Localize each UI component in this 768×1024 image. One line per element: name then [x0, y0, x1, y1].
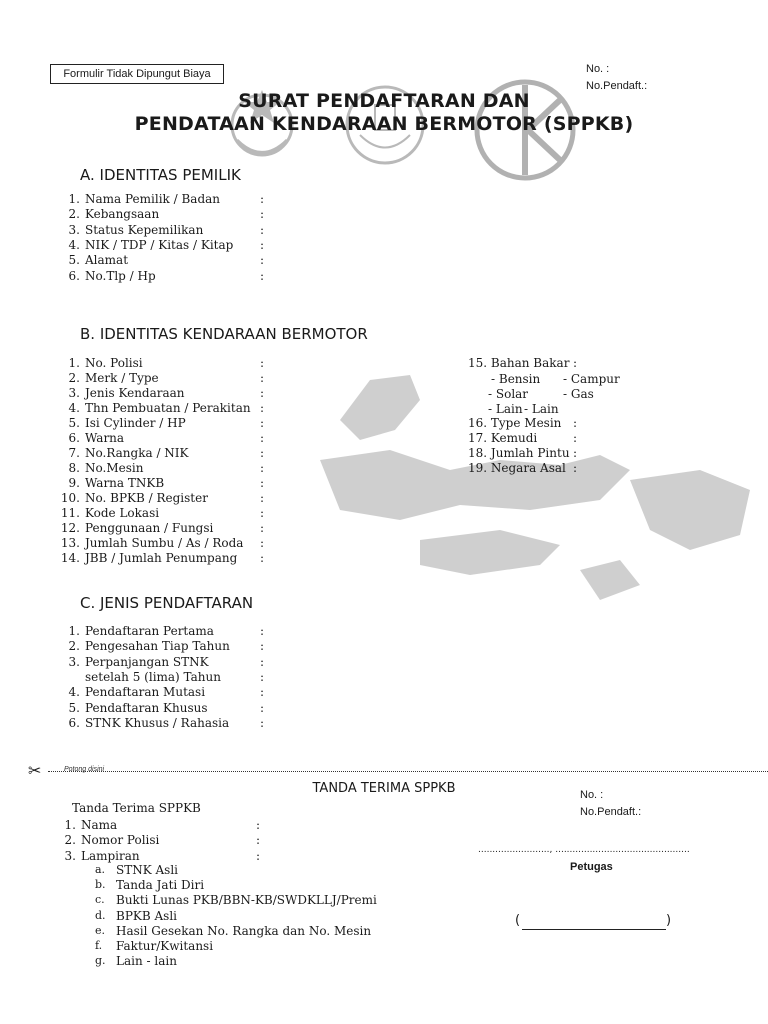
colon: : [260, 700, 265, 715]
attachment-label: BPKB Asli [116, 908, 177, 923]
item-number: 2. [68, 207, 80, 222]
item-number: 3. [68, 654, 80, 669]
attachment-label: Faktur/Kwitansi [116, 939, 214, 953]
colon: : [260, 461, 265, 475]
item-label: Kode Lokasi [85, 506, 160, 520]
item-number: 3. [68, 386, 80, 400]
colon: : [260, 431, 265, 445]
item-label: JBB / Jumlah Penumpang [85, 551, 238, 565]
item-label: Thn Pembuatan / Perakitan [85, 401, 251, 415]
item-number: 4. [68, 685, 80, 700]
item-label: Nama Pemilik / Badan [85, 192, 221, 206]
fuel-option-gas: - Gas [563, 387, 594, 401]
attachment-label: STNK Asli [116, 863, 179, 877]
colon: : [260, 639, 265, 654]
signature-close-paren: ) [666, 913, 672, 928]
item-label: Jenis Kendaraan [85, 386, 185, 400]
colon: : [260, 536, 265, 550]
fuel-type-label: 15. Bahan Bakar [468, 356, 570, 370]
country-origin-label: 19. Negara Asal [468, 461, 566, 475]
attachment-label: Tanda Jati Diri [116, 878, 205, 893]
item-label: setelah 5 (lima) Tahun [85, 669, 221, 684]
colon: : [260, 253, 265, 268]
colon: : [260, 476, 265, 490]
attachment-letter: e. [95, 923, 106, 937]
item-number: 5. [68, 700, 80, 715]
item-number: 10. [60, 491, 80, 505]
registration-number-label: No.Pendaft.: [586, 80, 648, 92]
colon: : [260, 715, 265, 730]
document-title-line2: PENDATAAN KENDARAAN BERMOTOR (SPPKB) [134, 113, 634, 135]
item-label: Warna [85, 431, 125, 445]
signature-open-paren: ( [515, 913, 521, 928]
item-number: 1. [68, 192, 80, 206]
colon: : [260, 685, 265, 700]
item-number: 9. [68, 476, 80, 490]
item-label: No.Tlp / Hp [85, 268, 156, 283]
fuel-option-lain: - Lain [488, 402, 523, 416]
engine-type-label: 16. Type Mesin [468, 416, 562, 430]
colon: : [260, 416, 265, 430]
free-form-notice: Formulir Tidak Dipungut Biaya [50, 64, 224, 84]
item-label: Kebangsaan [85, 207, 160, 222]
section-a-heading: A. IDENTITAS PEMILIK [80, 166, 241, 184]
item-number: 8. [68, 461, 80, 475]
place-date-line: ........................., ............................................... [478, 845, 690, 855]
section-c-heading: C. JENIS PENDAFTARAN [80, 594, 254, 612]
officer-label: Petugas [570, 861, 613, 873]
item-number: 12. [60, 521, 80, 535]
colon: : [260, 192, 265, 206]
item-label: No.Rangka / NIK [85, 446, 189, 460]
item-label: Pendaftaran Pertama [85, 624, 214, 638]
item-number: 14. [60, 551, 80, 565]
form-number-label: No. : [586, 63, 610, 75]
attachment-letter: d. [95, 908, 106, 922]
colon: : [260, 669, 265, 684]
colon: : [260, 491, 265, 505]
item-label: Merk / Type [85, 371, 159, 385]
item-number: 11. [60, 506, 80, 520]
cut-line [48, 771, 768, 772]
colon: : [256, 848, 261, 863]
item-number: 6. [68, 715, 80, 730]
colon: : [573, 446, 578, 460]
colon: : [260, 371, 265, 385]
attachment-label: Bukti Lunas PKB/BBN-KB/SWDKLLJ/Premi [116, 893, 377, 908]
colon: : [260, 386, 265, 400]
item-number: 5. [68, 253, 80, 268]
item-number: 5. [68, 416, 80, 430]
fuel-option-lain-2: - Lain [524, 402, 559, 416]
colon: : [260, 506, 265, 520]
colon: : [256, 833, 261, 848]
item-label: NIK / TDP / Kitas / Kitap [85, 237, 234, 252]
item-number: 6. [68, 268, 80, 283]
receipt-subtitle: Tanda Terima SPPKB [72, 801, 201, 815]
fuel-option-bensin: - Bensin [491, 372, 541, 386]
item-label: No.Mesin [85, 461, 144, 475]
item-label: STNK Khusus / Rahasia [85, 715, 230, 730]
item-label: Nomor Polisi [81, 833, 160, 848]
colon: : [260, 624, 265, 638]
item-number: 3. [64, 848, 76, 863]
colon: : [256, 818, 261, 832]
colon: : [260, 237, 265, 252]
province-map-watermark [300, 360, 760, 620]
colon: : [260, 207, 265, 222]
item-number: 2. [68, 639, 80, 654]
item-number: 7. [68, 446, 80, 460]
attachment-label: Lain - lain [116, 954, 177, 969]
fuel-option-solar: - Solar [488, 387, 529, 401]
item-number: 2. [64, 833, 76, 848]
attachment-letter: b. [95, 878, 106, 892]
scissors-icon: ✂ [28, 761, 42, 780]
item-label: Pendaftaran Khusus [85, 700, 208, 715]
document-title-line1: SURAT PENDAFTARAN DAN [238, 90, 530, 112]
item-number: 2. [68, 371, 80, 385]
colon: : [260, 521, 265, 535]
item-number: 6. [68, 431, 80, 445]
attachment-letter: a. [95, 863, 106, 876]
item-label: Lampiran [81, 848, 140, 863]
cut-here-label: Potong disini [64, 766, 105, 773]
steering-label: 17. Kemudi [468, 431, 538, 445]
colon: : [260, 446, 265, 460]
receipt-number-label: No. : [580, 789, 604, 801]
item-label: Pendaftaran Mutasi [85, 685, 206, 700]
colon: : [260, 654, 265, 669]
item-label: Alamat [85, 253, 129, 268]
colon: : [573, 461, 578, 475]
section-b-heading: B. IDENTITAS KENDARAAN BERMOTOR [80, 325, 368, 343]
item-label: Perpanjangan STNK [85, 654, 209, 669]
fuel-option-campur: - Campur [563, 372, 620, 386]
item-number: 4. [68, 401, 80, 415]
item-label: No. BPKB / Register [85, 491, 208, 505]
colon: : [573, 416, 578, 430]
receipt-registration-label: No.Pendaft.: [580, 806, 642, 818]
door-count-label: 18. Jumlah Pintu [468, 446, 570, 460]
item-label: Jumlah Sumbu / As / Roda [85, 536, 244, 550]
item-number: 3. [68, 222, 80, 237]
item-number: 13. [60, 536, 80, 550]
item-label: Pengesahan Tiap Tahun [85, 639, 230, 654]
item-label: Status Kepemilikan [85, 222, 204, 237]
item-label: Isi Cylinder / HP [85, 416, 186, 430]
item-label: No. Polisi [85, 356, 143, 370]
attachment-letter: c. [95, 893, 105, 907]
colon: : [260, 551, 265, 565]
item-number: 1. [64, 818, 76, 832]
item-label: Penggunaan / Fungsi [85, 521, 214, 535]
colon: : [260, 401, 265, 415]
item-number: 1. [68, 356, 80, 370]
attachment-letter: f. [95, 939, 103, 952]
attachment-letter: g. [95, 954, 106, 968]
colon: : [260, 268, 265, 283]
colon: : [260, 222, 265, 237]
colon: : [573, 356, 578, 370]
signature-line [522, 929, 666, 930]
colon: : [260, 356, 265, 370]
item-number: 1. [68, 624, 80, 638]
item-label: Nama [81, 818, 118, 832]
colon: : [573, 431, 578, 445]
receipt-title: TANDA TERIMA SPPKB [312, 781, 456, 796]
item-number: 4. [68, 237, 80, 252]
item-label: Warna TNKB [85, 476, 165, 490]
attachment-label: Hasil Gesekan No. Rangka dan No. Mesin [116, 923, 372, 938]
